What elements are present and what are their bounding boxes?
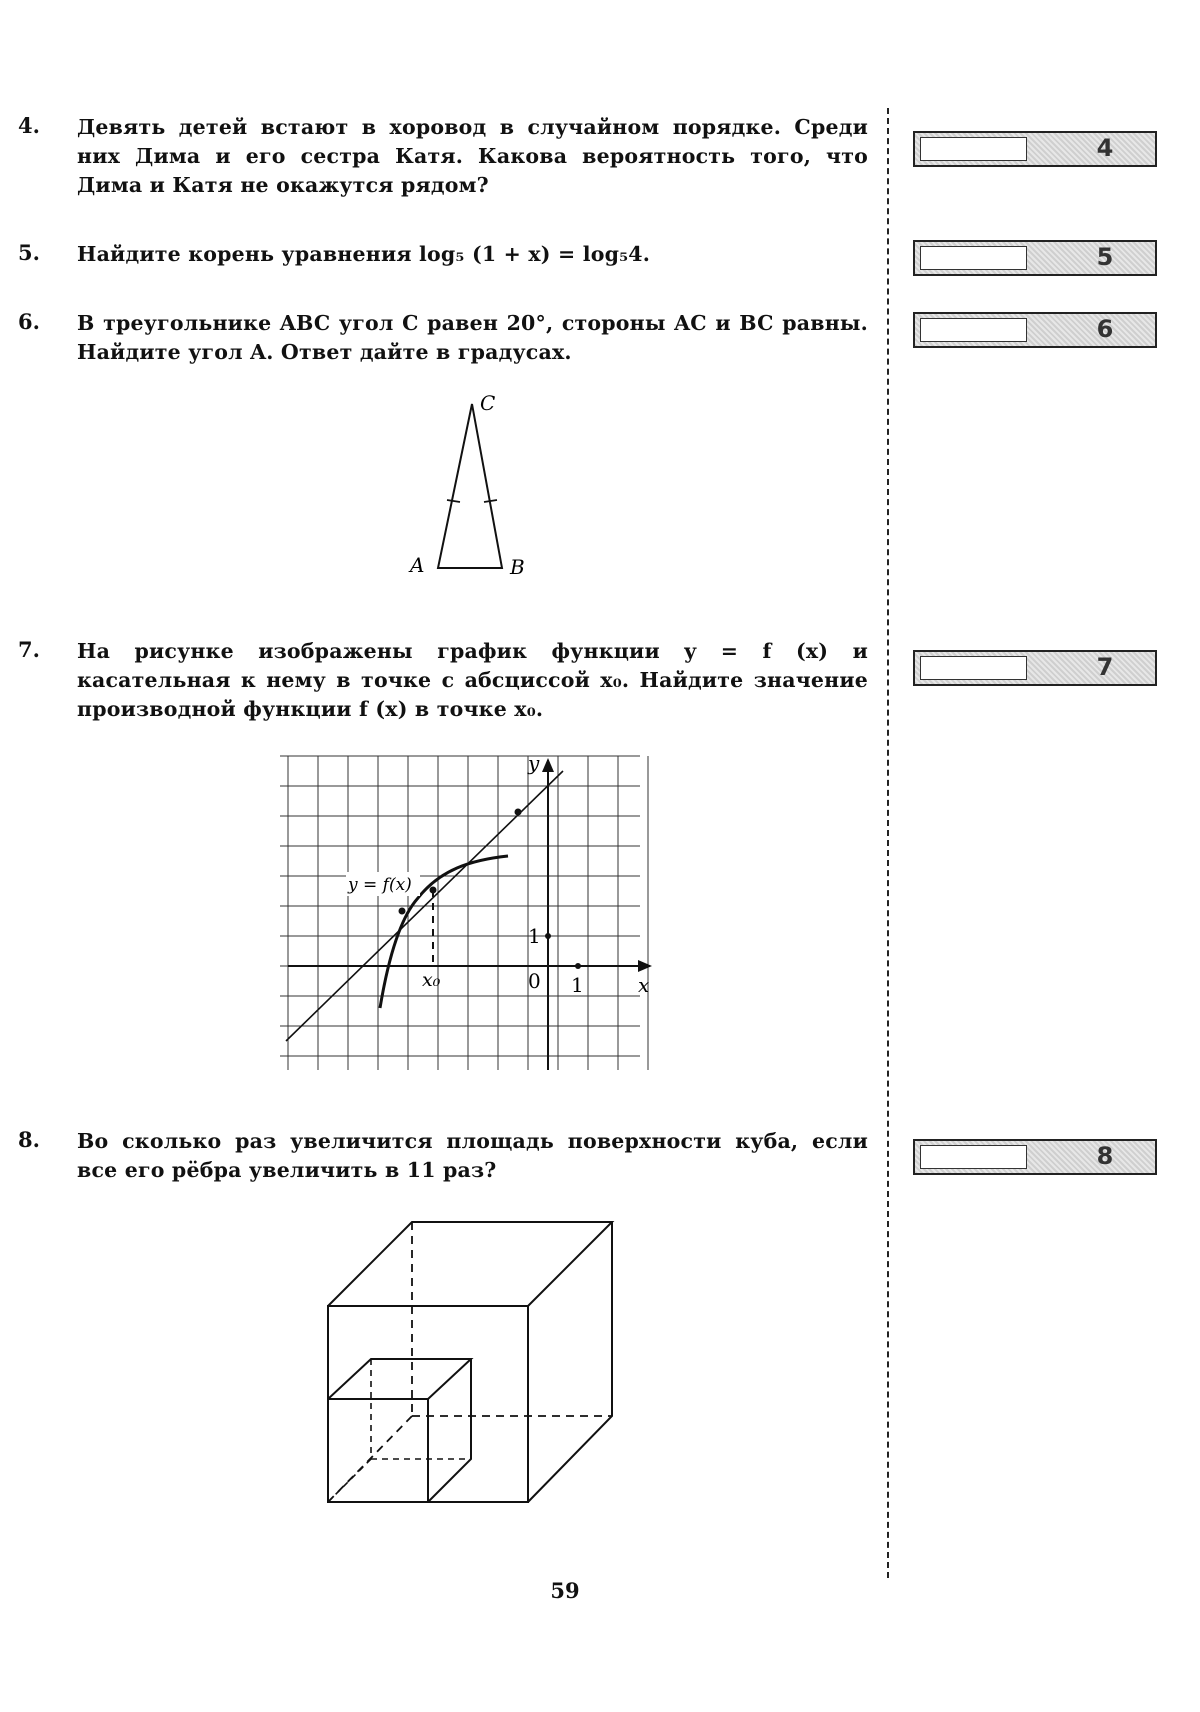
x-axis-arrow [638,960,652,972]
answer-box-4 [913,131,1157,167]
answer-box-label: 8 [1096,1142,1114,1170]
cut-line [887,108,889,1578]
vertex-a-label: A [410,553,425,577]
equal-side-tick [484,500,497,502]
big-cube-top [328,1222,612,1306]
problem-text: В треугольнике ABC угол C равен 20°, стороны AC и BC равны. Найдите угол A. Ответ дайте в градусах. [77,311,868,364]
problem-text: Девять детей встают в хоровод в случайном порядке. Среди них Дима и его сестра Катя. Какова вероятность того, что Дима и Катя не окажутся рядом? [77,115,868,197]
vertex-c-label: C [480,391,496,415]
problem-number: 5. [18,240,40,265]
origin-label: 0 [528,969,541,993]
small-cube-right [428,1359,471,1502]
answer-field[interactable] [920,1145,1027,1169]
answer-field[interactable] [920,137,1027,161]
triangle-figure [400,390,550,590]
problem-number: 4. [18,113,40,138]
x-tick-point [575,963,581,969]
y-tick-label: 1 [528,924,541,948]
function-label: y = f(x) [348,875,412,895]
cube-figure [320,1220,620,1510]
answer-field[interactable] [920,656,1027,680]
x-axis-label: x [638,973,650,997]
answer-box-label: 7 [1096,653,1114,681]
answer-box-5 [913,240,1157,276]
problem-4 [18,113,868,200]
function-graph [280,750,660,1080]
y-axis-arrow [542,758,554,772]
grid [280,756,648,1070]
x0-label: x₀ [422,969,441,991]
answer-field[interactable] [920,318,1027,342]
answer-box-8 [913,1139,1157,1175]
answer-box-7 [913,650,1157,686]
equal-side-tick [447,500,460,502]
problem-7 [18,637,868,724]
problem-6 [18,309,868,367]
triangle-shape [438,404,502,568]
y-tick-point [545,933,551,939]
problem-number: 8. [18,1127,40,1152]
answer-box-label: 6 [1096,315,1114,343]
problem-text: На рисунке изображены график функции y = f (x) и касательная к нему в точке с абсциссой x₀. Найдите значение производной функции f (x) в точке x₀. [77,639,868,721]
vertex-b-label: B [510,555,525,579]
problem-8 [18,1127,868,1185]
problem-number: 7. [18,637,40,662]
problem-text: Найдите корень уравнения log₅ (1 + x) = log₅4. [77,242,651,266]
answer-box-label: 4 [1096,134,1114,162]
problem-5 [18,240,868,269]
small-cube-top [328,1359,471,1399]
problem-number: 6. [18,309,40,334]
problem-text: Во сколько раз увеличится площадь поверхности куба, если все его рёбра увеличить в 11 раз? [77,1129,868,1182]
answer-box-6 [913,312,1157,348]
tangent-point [515,809,522,816]
y-axis-label: y [528,751,540,775]
x-tick-label: 1 [571,973,584,997]
page-number: 59 [550,1578,580,1603]
answer-field[interactable] [920,246,1027,270]
curve-point [399,908,406,915]
answer-box-label: 5 [1096,243,1114,271]
